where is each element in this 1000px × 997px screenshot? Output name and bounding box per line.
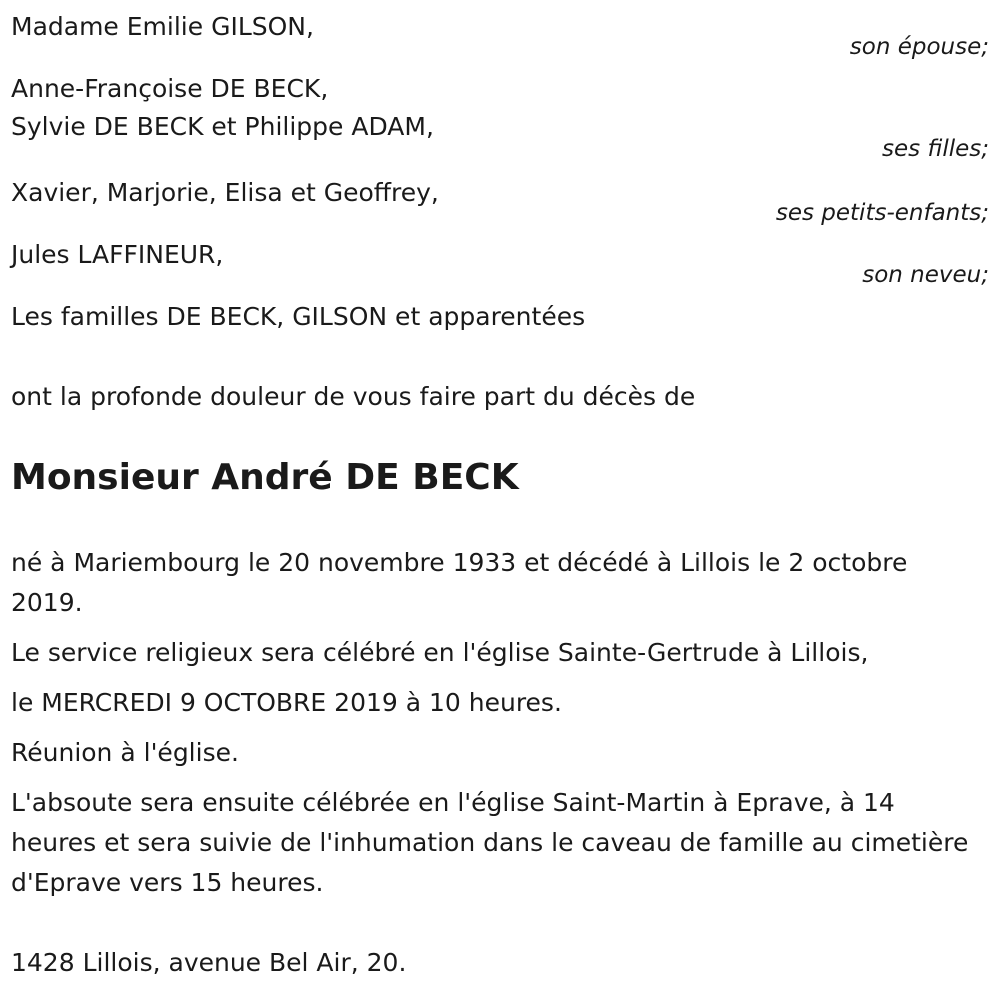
obituary-notice xyxy=(11,8,991,983)
daughters-role: ses filles; xyxy=(882,136,989,162)
deceased-name: Monsieur André DE BECK xyxy=(11,457,519,498)
spouse-name: Madame Emilie GILSON, xyxy=(11,12,314,41)
service-date-text: le MERCREDI 9 OCTOBRE 2019 à 10 heures. xyxy=(11,688,562,717)
families-line: Les familles DE BECK, GILSON et apparentées xyxy=(11,302,586,331)
daughter-name-2: Sylvie DE BECK et Philippe ADAM, xyxy=(11,112,434,141)
nephew-role: son neveu; xyxy=(862,262,989,288)
daughter-name-1: Anne-Françoise DE BECK, xyxy=(11,74,329,103)
address-text: 1428 Lillois, avenue Bel Air, 20. xyxy=(11,948,407,977)
meeting-text: Réunion à l'église. xyxy=(11,738,239,767)
announcement-intro: ont la profonde douleur de vous faire part du décès de xyxy=(11,382,696,411)
service-place-text: Le service religieux sera célébré en l'église Sainte-Gertrude à Lillois, xyxy=(11,638,869,667)
birth-death-text: né à Mariembourg le 20 novembre 1933 et décédé à Lillois le 2 octobre 2019. xyxy=(11,548,908,617)
spouse-role: son épouse; xyxy=(849,34,989,60)
grandchildren-role: ses petits-enfants; xyxy=(775,200,989,226)
absoute-text: L'absoute sera ensuite célébrée en l'église Saint-Martin à Eprave, à 14 heures et sera suivie de l'inhumation dans le caveau de famille au cimetière d'Eprave vers 15 heures. xyxy=(11,788,969,897)
grandchildren-names: Xavier, Marjorie, Elisa et Geoffrey, xyxy=(11,178,439,207)
nephew-name: Jules LAFFINEUR, xyxy=(11,240,224,269)
